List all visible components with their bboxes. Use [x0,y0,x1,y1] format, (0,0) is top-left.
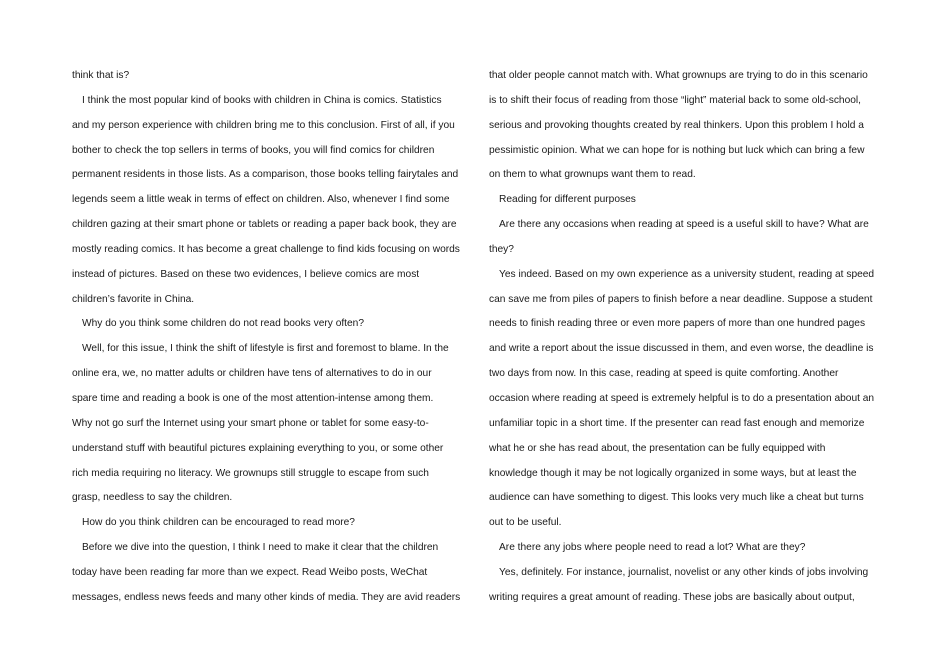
text-line: what he or she has read about, the presentation can be fully equipped with [489,442,826,454]
text-line: and my person experience with children bring me to this conclusion. First of all, if you [72,119,455,131]
text-line: I think the most popular kind of books with children in China is comics. Statistics [82,94,442,106]
text-line: mostly reading comics. It has become a great challenge to find kids focusing on words [72,243,460,255]
text-line: and write a report about the issue discussed in them, and even worse, the deadline is [489,343,874,355]
text-line: needs to finish reading three or even more papers of more than one hundred pages [489,318,866,330]
text-line: think that is? [72,70,130,81]
text-line: can save me from piles of papers to finish before a near deadline. Suppose a student [489,293,873,305]
text-line: rich media requiring no literacy. We grownups still struggle to escape from such [72,467,429,479]
text-line: two days from now. In this case, reading at speed is quite comforting. Another [489,368,839,380]
text-line: serious and provoking thoughts created by real thinkers. Upon this problem I hold a [489,119,864,131]
text-line: bother to check the top sellers in terms of books, you will find comics for children [72,144,435,156]
text-line: occasion where reading at speed is extremely helpful is to do a presentation about an [489,392,875,404]
text-line: How do you think children can be encouraged to read more? [82,517,355,529]
text-line: writing requires a great amount of reading. These jobs are basically about output, [489,591,855,603]
text-line: Yes indeed. Based on my own experience as a university student, reading at speed [499,268,875,280]
text-line: understand stuff with beautiful pictures explaining everything to you, or some other [72,442,444,454]
text-line: on them to what grownups want them to read. [489,169,696,181]
text-line: Are there any occasions when reading at speed is a useful skill to have? What are [499,219,869,231]
text-line: Before we dive into the question, I think I need to make it clear that the children [82,542,439,554]
text-line: unfamiliar topic in a short time. If the presenter can read fast enough and memorize [489,417,865,429]
text-line: legends seem a little weak in terms of effect on children. Also, whenever I find some [72,194,450,206]
text-line: spare time and reading a book is one of the most attention-intense among them. [72,392,434,404]
text-line: children’s favorite in China. [72,293,195,305]
text-line: Why do you think some children do not read books very often? [82,318,365,330]
text-line: Why not go surf the Internet using your smart phone or tablet for some easy-to- [72,417,429,429]
text-line: grasp, needless to say the children. [72,492,233,504]
text-line: knowledge though it may be not logically organized in some ways, but at least the [489,467,857,479]
text-line: they? [489,243,514,255]
text-line: today have been reading far more than we expect. Read Weibo posts, WeChat [72,566,428,578]
text-line: that older people cannot match with. What grownups are trying to do in this scenario [489,70,868,81]
right-text-column [489,64,881,611]
text-line: children gazing at their smart phone or tablets or reading a paper back book, they are [72,219,457,231]
text-line: is to shift their focus of reading from those “light” material back to some old-school, [489,94,862,106]
text-line: Are there any jobs where people need to read a lot? What are they? [499,542,806,554]
text-line: permanent residents in those lists. As a comparison, those books telling fairytales and [72,169,459,181]
text-line: out to be useful. [489,517,562,529]
text-line: Well, for this issue, I think the shift of lifestyle is first and foremost to blame. In the [82,343,449,355]
text-line: Reading for different purposes [499,194,636,206]
text-line: Yes, definitely. For instance, journalist, novelist or any other kinds of jobs involving [499,566,869,578]
text-line: instead of pictures. Based on these two evidences, I believe comics are most [72,268,420,280]
text-line: online era, we, no matter adults or children have tens of alternatives to do in our [72,368,432,380]
left-text-column [72,64,464,611]
text-line: pessimistic opinion. What we can hope for is nothing but luck which can bring a few [489,144,865,156]
text-line: audience can have something to digest. This looks very much like a cheat but turns [489,492,864,504]
text-line: messages, endless news feeds and many other kinds of media. They are avid readers [72,591,461,603]
